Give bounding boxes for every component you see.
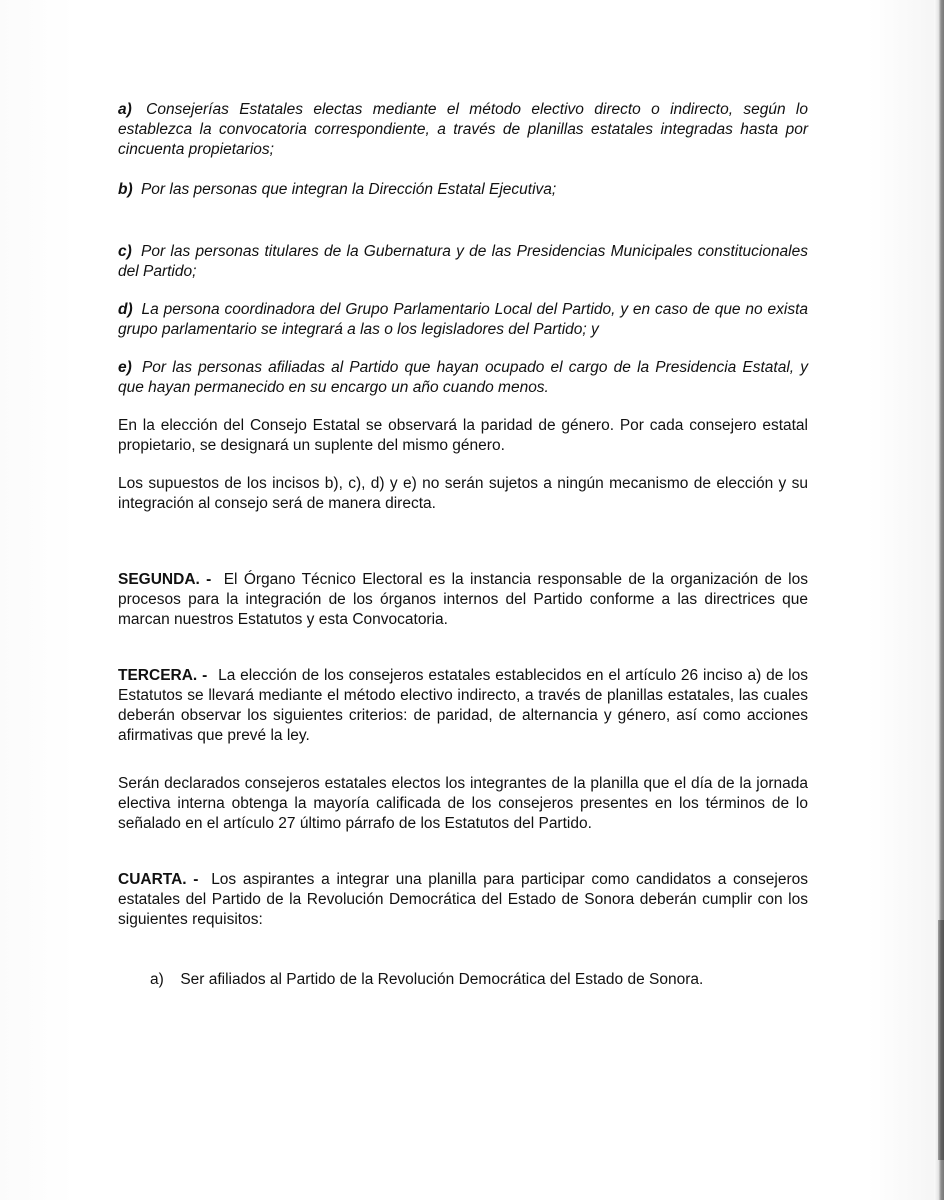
item-text: Por las personas titulares de la Gubernatura y de las Presidencias Municipales constitucionales del Partido; [118,243,808,280]
item-label: a) [118,101,132,118]
clause-cuarta [118,870,808,930]
clause-text: El Órgano Técnico Electoral es la instancia responsable de la organización de los procesos para la integración de los órganos internos del Partido conforme a las directrices que marcan nuestros Estatutos y esta Convocatoria. [118,571,808,628]
list-item [118,300,808,340]
scan-edge-shadow-lower [938,920,944,1160]
list-item [118,180,808,200]
item-text: Por las personas que integran la Dirección Estatal Ejecutiva; [140,181,557,198]
item-text: La persona coordinadora del Grupo Parlamentario Local del Partido, y en caso de que no exista grupo parlamentario se integrará a las o los legisladores del Partido; y [118,301,808,338]
clause-text: La elección de los consejeros estatales establecidos en el artículo 26 inciso a) de los Estatutos se llevará mediante el método electivo indirecto, a través de planillas estatales, las cuales deberán observar los siguientes criterios: de paridad, de alternancia y género, así como acciones afirmativas que prevé la ley. [118,667,808,744]
clause-heading: CUARTA. - [118,871,199,888]
item-text: Por las personas afiliadas al Partido que hayan ocupado el cargo de la Presidencia Estatal, y que hayan permanecido en su encargo un año cuando menos. [118,359,808,396]
clause-text: Los aspirantes a integrar una planilla para participar como candidatos a consejeros estatales del Partido de la Revolución Democrática del Estado de Sonora deberán cumplir con los siguientes requisitos: [118,871,809,928]
item-label: b) [118,181,133,198]
requirement-item [118,970,808,990]
paragraph-paridad: En la elección del Consejo Estatal se observará la paridad de género. Por cada consejero estatal propietario, se designará un suplente del mismo género. [118,417,808,454]
item-label: e) [118,359,132,376]
item-label: c) [118,243,132,260]
document-body [118,100,808,990]
clause-heading: TERCERA. - [118,667,208,684]
requirement-label: a) [150,971,164,988]
list-item [118,358,808,398]
item-label: d) [118,301,133,318]
paragraph-supuestos: Los supuestos de los incisos b), c), d) y e) no serán sujetos a ningún mecanismo de elección y su integración al consejo será de manera directa. [118,475,808,512]
clause-segunda [118,570,808,630]
item-text: Consejerías Estatales electas mediante el método electivo directo o indirecto, según lo establezca la convocatoria correspondiente, a través de planillas estatales integradas hasta por cincuenta propietarios; [118,101,809,158]
list-item [118,100,808,160]
clause-heading: SEGUNDA. - [118,571,212,588]
requirement-text: Ser afiliados al Partido de la Revolución Democrática del Estado de Sonora. [180,971,704,988]
clause-tercera [118,666,808,746]
list-item [118,242,808,282]
clause-tercera-2: Serán declarados consejeros estatales electos los integrantes de la planilla que el día de la jornada electiva interna obtenga la mayoría calificada de los consejeros presentes en los términos de lo señalado en el artículo 27 último párrafo de los Estatutos del Partido. [118,775,808,832]
